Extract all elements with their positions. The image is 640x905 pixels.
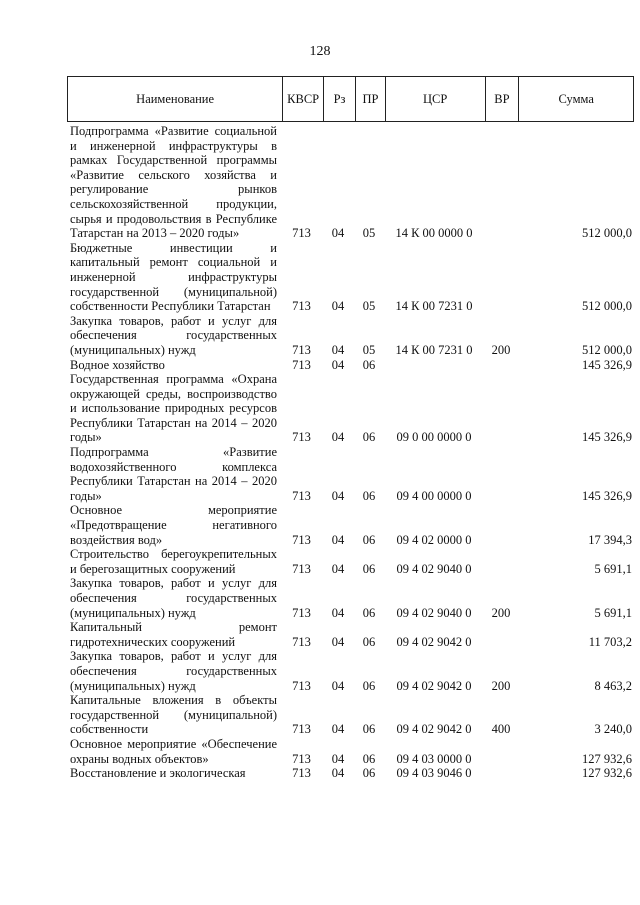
table-row <box>67 737 634 766</box>
row-csr: 14 К 00 0000 0 <box>395 226 473 241</box>
row-csr: 09 4 00 0000 0 <box>396 488 472 503</box>
row-kvsr: 713 <box>292 561 311 576</box>
row-csr: 14 К 00 7231 0 <box>395 299 473 314</box>
row-kvsr: 713 <box>292 532 311 547</box>
row-sum: 512 000,0 <box>582 299 632 314</box>
row-rz: 04 <box>331 299 345 314</box>
row-vr: 200 <box>491 342 511 357</box>
table-row <box>67 445 634 503</box>
row-csr: 09 0 00 0000 0 <box>396 430 472 445</box>
row-pr: 05 <box>362 299 376 314</box>
row-pr: 06 <box>362 561 376 576</box>
row-name: Закупка товаров, работ и услуг для обеспечения государственных (муниципальных) нужд <box>70 649 277 693</box>
header-pr: ПР <box>356 77 386 121</box>
row-sum: 127 932,6 <box>582 766 632 781</box>
row-rz: 04 <box>331 634 345 649</box>
row-pr: 06 <box>362 722 376 737</box>
row-sum: 512 000,0 <box>582 226 632 241</box>
row-rz: 04 <box>331 561 345 576</box>
table-row <box>67 358 634 373</box>
row-name: Водное хозяйство <box>70 357 165 372</box>
row-vr: 200 <box>491 605 511 620</box>
table-row <box>67 314 634 358</box>
row-pr: 06 <box>362 766 376 781</box>
row-sum: 145 326,9 <box>582 357 632 372</box>
row-vr: 400 <box>491 722 511 737</box>
row-name: Бюджетные инвестиции и капитальный ремонт социальной и инженерной инфраструктуры государственной (муниципальной) собственности Республики Татарстан <box>70 240 277 314</box>
row-pr: 06 <box>362 605 376 620</box>
row-csr: 09 4 02 9040 0 <box>396 605 472 620</box>
row-pr: 06 <box>362 430 376 445</box>
row-sum: 512 000,0 <box>582 342 632 357</box>
row-name: Государственная программа «Охрана окружающей среды, воспроизводство и использование природных ресурсов Республики Татарстан на 2014 – 2020 годы» <box>70 372 277 445</box>
row-name: Капитальный ремонт гидротехнических сооружений <box>70 620 277 649</box>
row-rz: 04 <box>331 226 345 241</box>
row-pr: 06 <box>362 532 376 547</box>
row-kvsr: 713 <box>292 751 311 766</box>
row-name: Закупка товаров, работ и услуг для обеспечения государственных (муниципальных) нужд <box>70 313 277 357</box>
row-kvsr: 713 <box>292 634 311 649</box>
row-kvsr: 713 <box>292 299 311 314</box>
row-name: Основное мероприятие «Обеспечение охраны водных объектов» <box>70 736 277 766</box>
row-kvsr: 713 <box>292 605 311 620</box>
row-kvsr: 713 <box>292 678 311 693</box>
row-csr: 09 4 02 9042 0 <box>396 678 472 693</box>
row-pr: 05 <box>362 342 376 357</box>
row-csr: 09 4 02 0000 0 <box>396 532 472 547</box>
row-sum: 11 703,2 <box>588 634 632 649</box>
table-row <box>67 766 634 781</box>
row-kvsr: 713 <box>292 226 311 241</box>
row-name: Капитальные вложения в объекты государственной (муниципальной) собственности <box>70 693 277 737</box>
row-pr: 06 <box>362 488 376 503</box>
row-csr: 09 4 03 0000 0 <box>396 751 472 766</box>
table-row <box>67 241 634 314</box>
row-vr: 200 <box>491 678 511 693</box>
row-pr: 05 <box>362 226 376 241</box>
row-kvsr: 713 <box>292 766 311 781</box>
header-sum: Сумма <box>558 91 594 106</box>
row-rz: 04 <box>331 722 345 737</box>
row-kvsr: 713 <box>292 488 311 503</box>
row-rz: 04 <box>331 678 345 693</box>
row-kvsr: 713 <box>292 430 311 445</box>
header-name: Наименование <box>68 77 283 121</box>
row-pr: 06 <box>362 678 376 693</box>
row-name: Основное мероприятие «Предотвращение негативного воздействия вод» <box>70 503 277 547</box>
table-row <box>67 576 634 620</box>
row-name: Восстановление и экологическая <box>70 766 246 781</box>
header-kvsr: КВСР <box>283 77 324 121</box>
row-kvsr: 713 <box>292 342 311 357</box>
table-row <box>67 124 634 241</box>
row-sum: 17 394,3 <box>588 532 632 547</box>
row-rz: 04 <box>331 342 345 357</box>
row-sum: 5 691,1 <box>594 605 632 620</box>
table-row <box>67 372 634 445</box>
row-sum: 127 932,6 <box>582 751 632 766</box>
table-row <box>67 649 634 693</box>
table-row <box>67 620 634 649</box>
row-rz: 04 <box>331 605 345 620</box>
table-row <box>67 547 634 576</box>
row-csr: 09 4 02 9040 0 <box>396 561 472 576</box>
page-number: 128 <box>309 44 331 59</box>
row-rz: 04 <box>331 357 345 372</box>
row-rz: 04 <box>331 766 345 781</box>
table-row <box>67 503 634 547</box>
header-rz: Рз <box>324 77 356 121</box>
row-csr: 14 К 00 7231 0 <box>395 342 473 357</box>
row-csr: 09 4 02 9042 0 <box>396 634 472 649</box>
row-kvsr: 713 <box>292 357 311 372</box>
row-rz: 04 <box>331 751 345 766</box>
row-rz: 04 <box>331 488 345 503</box>
row-rz: 04 <box>331 430 345 445</box>
row-pr: 06 <box>362 634 376 649</box>
row-name: Закупка товаров, работ и услуг для обеспечения государственных (муниципальных) нужд <box>70 576 277 620</box>
header-vr: ВР <box>486 77 520 121</box>
table-header <box>67 76 634 122</box>
row-kvsr: 713 <box>292 722 311 737</box>
row-sum: 3 240,0 <box>594 722 632 737</box>
row-csr: 09 4 03 9046 0 <box>396 766 472 781</box>
table-body <box>67 124 634 781</box>
row-csr: 09 4 02 9042 0 <box>396 722 472 737</box>
row-sum: 145 326,9 <box>582 430 632 445</box>
row-pr: 06 <box>362 751 376 766</box>
row-sum: 5 691,1 <box>594 561 632 576</box>
row-name: Подпрограмма «Развитие социальной и инженерной инфраструктуры в рамках Государственной программы «Развитие сельского хозяйства и регулирование рынков сельскохозяйственной продукции, сырья и продовольствия в Республике Татарстан на 2013 – 2020 годы» <box>70 124 277 241</box>
row-pr: 06 <box>362 357 376 372</box>
table-row <box>67 693 634 737</box>
row-sum: 8 463,2 <box>594 678 632 693</box>
row-name: Подпрограмма «Развитие водохозяйственного комплекса Республики Татарстан на 2014 – 2020 годы» <box>70 445 277 503</box>
row-rz: 04 <box>331 532 345 547</box>
row-name: Строительство берегоукрепительных и берегозащитных сооружений <box>70 547 277 576</box>
row-sum: 145 326,9 <box>582 488 632 503</box>
header-csr: ЦСР <box>386 77 486 121</box>
